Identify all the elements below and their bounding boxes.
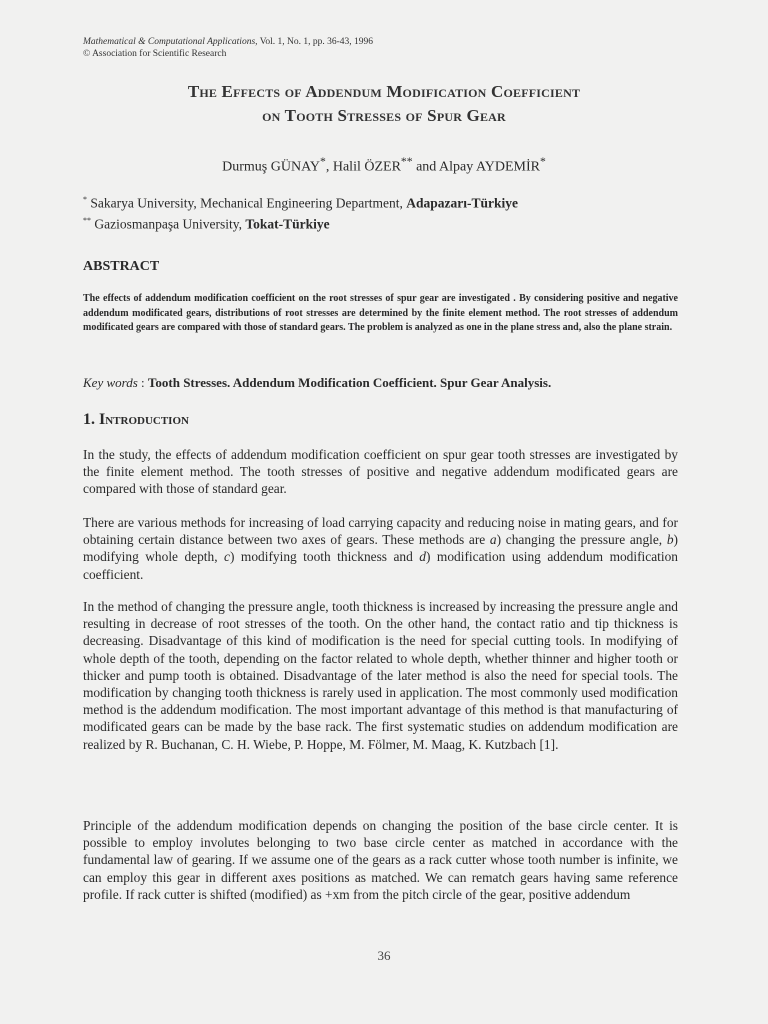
paragraph-2	[83, 514, 678, 583]
list-marker-a: a	[489, 532, 497, 548]
affiliation-1	[83, 191, 518, 212]
section-heading-introduction: 1. Introduction	[83, 411, 189, 428]
author-2-mark: **	[400, 155, 413, 168]
keywords-label: Key words	[83, 375, 138, 390]
title-line-1: The Effects of Addendum Modification Coefficient	[187, 82, 581, 101]
paragraph-1: In the study, the effects of addendum modification coefficient on spur gear tooth stresses are investigated by the finite element method. The tooth stresses of positive and negative addendum modificated gears are compared with those of standard gear.	[83, 447, 678, 497]
journal-name: Mathematical & Computational Applications,	[83, 37, 258, 47]
affiliation-2-mark: **	[83, 215, 91, 225]
paragraph-2-part-1: There are various methods for increasing of load carrying capacity and reducing noise in mating gears, and for obtaining certain distance between two axes of gears. These methods are	[83, 515, 678, 548]
journal-volume: Vol. 1, No. 1, pp. 36-43, 1996	[257, 37, 374, 47]
author-list	[0, 155, 768, 176]
affiliation-2-text: Gaziosmanpaşa University,	[91, 216, 246, 231]
affiliation-1-text: Sakarya University, Mechanical Engineering Department,	[87, 195, 407, 211]
keywords	[83, 375, 683, 391]
author-separator-1: ,	[325, 159, 333, 175]
author-1-mark: *	[320, 155, 326, 168]
list-marker-c: c	[224, 549, 230, 565]
affiliation-1-mark: *	[83, 195, 87, 204]
author-3: Alpay AYDEMİR	[439, 159, 541, 175]
affiliation-2	[83, 212, 518, 233]
paragraph-3: In the method of changing the pressure angle, tooth thickness is increased by increasing the pressure angle and resulting in decrease of root stresses of the tooth. On the other hand, the contact ratio and tip thickness is decreasing. Disadvantage of this kind of modification is the need for special cutting tools. In modifying of whole depth of the tooth, depending on the factor related to whole depth, whether thinner and higher tooth or thicker and pump tooth is obtained. Disadvantage of the later method is also the need for special tools. The modification by changing tooth thickness is rarely used in application. The most commonly used modification method is the addendum modification. The most important advantage of this method is that manufacturing of modificated gears can be made by the base rack. The first systematic studies on addendum modification are realized by R. Buchanan, C. H. Wiebe, P. Hoppe, M. Fölmer, M. Maag, K. Kutzbach [1].	[83, 599, 678, 752]
abstract-text: The effects of addendum modification coefficient on the root stresses of spur gear are investigated . By considering positive and negative addendum modificated gears, distributions of root stresses are determined by the finite element method. The root stresses of addendum modificated gears are compared with those of standard gears. The problem is analyzed as one in the plane stress and, also the plane strain.	[83, 293, 678, 333]
title-line-2: on Tooth Stresses of Spur Gear	[262, 106, 506, 125]
page-number: 36	[377, 948, 391, 963]
list-marker-d: d	[419, 549, 426, 565]
paragraph-4: Principle of the addendum modification depends on changing the position of the base circle center. It is possible to employ involutes belonging to two base circle center as matched in accordance with the fundamental law of gearing. If we assume one of the gears as a rack cutter whose tooth number is infinite, we can employ this gear in different axes positions as matched. We can rematch gears having same reference profile. If rack cutter is shifted (modified) as +xm from the pitch circle of the gear, positive addendum	[83, 818, 678, 902]
journal-citation	[83, 36, 373, 48]
author-2: Halil ÖZER	[332, 159, 401, 175]
affiliation-1-place: Adapazarı-Türkiye	[406, 195, 519, 211]
paragraph-2-part-3: ) modifying whole depth,	[83, 532, 678, 565]
paper-title	[40, 80, 728, 128]
author-1: Durmuş GÜNAY	[222, 159, 321, 175]
author-3-mark: *	[540, 155, 546, 168]
author-separator-2: and	[412, 159, 440, 175]
paragraph-2-part-2: ) changing the pressure angle,	[496, 532, 667, 548]
list-marker-b: b	[666, 532, 674, 548]
paragraph-2-part-4: ) modifying tooth thickness and	[229, 549, 420, 565]
journal-header	[83, 36, 373, 60]
keywords-separator: :	[137, 375, 148, 390]
abstract-heading: ABSTRACT	[83, 259, 160, 274]
keywords-text: Tooth Stresses. Addendum Modification Coefficient. Spur Gear Analysis.	[147, 375, 552, 390]
affiliation-2-place: Tokat-Türkiye	[245, 216, 330, 231]
affiliations	[83, 191, 518, 232]
paragraph-2-part-5: ) modification using addendum modification coefficient.	[83, 549, 678, 582]
copyright-line: © Association for Scientific Research	[83, 49, 227, 59]
